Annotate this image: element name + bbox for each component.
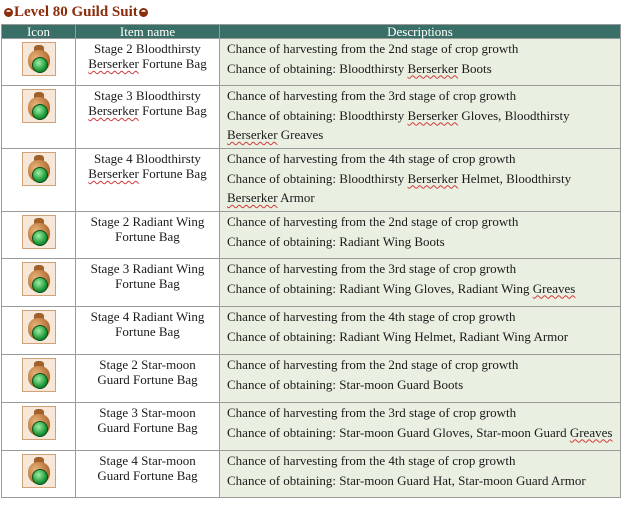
obtain-text: Chance of obtaining: Bloodthirsty (227, 60, 408, 76)
obtain-text: Chance of obtaining: Radiant Wing Gloves, Radiant Wing (227, 280, 533, 296)
obtain-text: Chance of obtaining: Star-moon Guard Gloves, Star-moon Guard (227, 424, 570, 440)
icon-cell (2, 39, 76, 86)
item-name-line2-wrap (76, 420, 219, 435)
fortune-bag-icon (22, 406, 56, 440)
obtain-post: Gloves, Bloodthirsty (458, 107, 570, 123)
item-name-wavy: Berserker (88, 56, 139, 71)
obtain-text: Chance of obtaining: Star-moon Guard Boots (227, 376, 464, 392)
icon-cell (2, 307, 76, 355)
desc-obtain (227, 327, 620, 347)
item-name-cell (76, 307, 220, 355)
item-name-wavy: Berserker (88, 166, 139, 181)
item-name-line2-wrap (76, 229, 219, 244)
item-name-line2-wrap (76, 166, 219, 181)
table-row (2, 307, 621, 355)
item-name-line2-wrap (76, 468, 219, 483)
header-descriptions: Descriptions (220, 25, 621, 39)
fortune-bag-icon (22, 262, 56, 296)
item-name-line2-wrap (76, 276, 219, 291)
item-name-cell (76, 149, 220, 212)
desc-stage: Chance of harvesting from the 3rd stage of crop growth (227, 88, 517, 103)
icon-cell (2, 212, 76, 259)
obtain-post: Helmet, Bloodthirsty (458, 170, 572, 186)
item-name-cell (76, 403, 220, 451)
obtain-wavy: Berserker (407, 107, 459, 123)
item-name-cell (76, 39, 220, 86)
item-name-cell (76, 86, 220, 149)
icon-cell (2, 86, 76, 149)
description-cell (220, 39, 621, 86)
obtain-line2 (227, 125, 620, 145)
item-name-rest: Fortune Bag (138, 103, 207, 118)
item-name-cell (76, 451, 220, 498)
table-row (2, 149, 621, 212)
obtain-l2-rest: Greaves (277, 127, 324, 142)
desc-obtain (227, 169, 620, 189)
icon-cell (2, 259, 76, 307)
guild-suit-table (1, 24, 621, 498)
table-header-row (2, 25, 621, 39)
item-name-line2-wrap (76, 324, 219, 339)
fortune-bag-icon (22, 89, 56, 123)
description-cell (220, 403, 621, 451)
obtain-l2-wavy: Berserker (227, 190, 278, 205)
item-name-cell (76, 355, 220, 403)
obtain-line2 (227, 188, 620, 208)
desc-stage: Chance of harvesting from the 3rd stage of crop growth (227, 405, 517, 420)
item-name-rest: Fortune Bag (138, 56, 207, 71)
item-name-cell (76, 259, 220, 307)
icon-cell (2, 403, 76, 451)
fortune-bag-icon (22, 454, 56, 488)
desc-obtain (227, 232, 620, 252)
item-name-rest: Fortune Bag (138, 166, 207, 181)
fortune-bag-icon (22, 215, 56, 249)
item-name-line2: Guard Fortune Bag (97, 372, 198, 387)
item-name-line2: Guard Fortune Bag (97, 468, 198, 483)
item-name-line2: Guard Fortune Bag (97, 420, 198, 435)
table-row (2, 212, 621, 259)
description-cell (220, 451, 621, 498)
desc-obtain (227, 471, 620, 491)
obtain-post: Boots (458, 60, 492, 76)
obtain-wavy: Greaves (532, 280, 576, 296)
table-row (2, 451, 621, 498)
desc-stage: Chance of harvesting from the 4th stage of crop growth (227, 309, 516, 324)
icon-cell (2, 149, 76, 212)
desc-stage: Chance of harvesting from the 2nd stage of crop growth (227, 214, 519, 229)
description-cell (220, 149, 621, 212)
table-row (2, 403, 621, 451)
description-cell (220, 86, 621, 149)
item-name-line2-wrap (76, 56, 219, 71)
item-name-line2: Fortune Bag (115, 324, 180, 339)
item-name-line1: Stage 2 Star-moon (99, 357, 196, 372)
icon-cell (2, 451, 76, 498)
item-name-line1: Stage 4 Radiant Wing (90, 309, 205, 324)
desc-stage: Chance of harvesting from the 4th stage of crop growth (227, 151, 516, 166)
obtain-wavy: Berserker (407, 170, 459, 186)
obtain-l2-rest: Armor (277, 190, 315, 205)
desc-stage: Chance of harvesting from the 2nd stage of crop growth (227, 41, 519, 56)
desc-obtain (227, 423, 620, 443)
obtain-text: Chance of obtaining: Radiant Wing Helmet, Radiant Wing Armor (227, 328, 569, 344)
page-title-text: Level 80 Guild Suit (14, 3, 138, 20)
item-name-line1: Stage 2 Radiant Wing (90, 214, 205, 229)
description-cell (220, 307, 621, 355)
page-title (3, 2, 149, 22)
item-name-line1: Stage 3 Radiant Wing (90, 261, 205, 276)
item-name-line1: Stage 4 Star-moon (99, 453, 196, 468)
table-row (2, 355, 621, 403)
desc-obtain (227, 375, 620, 395)
fortune-bag-icon (22, 42, 56, 76)
header-item-name: Item name (76, 25, 220, 39)
item-name-line2-wrap (76, 103, 219, 118)
desc-stage: Chance of harvesting from the 4th stage of crop growth (227, 453, 516, 468)
obtain-wavy: Greaves (569, 424, 613, 440)
fortune-bag-icon (22, 310, 56, 344)
icon-cell (2, 355, 76, 403)
obtain-text: Chance of obtaining: Star-moon Guard Hat, Star-moon Guard Armor (227, 472, 586, 488)
obtain-text: Chance of obtaining: Radiant Wing Boots (227, 233, 445, 249)
circle-bullet-icon (4, 8, 13, 17)
header-icon: Icon (2, 25, 76, 39)
item-name-line1: Stage 4 Bloodthirsty (94, 151, 201, 166)
fortune-bag-icon (22, 358, 56, 392)
table-row (2, 259, 621, 307)
obtain-wavy: Berserker (407, 60, 459, 76)
item-name-line2: Fortune Bag (115, 276, 180, 291)
desc-stage: Chance of harvesting from the 2nd stage of crop growth (227, 357, 519, 372)
item-name-wavy: Berserker (88, 103, 139, 118)
desc-obtain (227, 59, 620, 79)
desc-stage: Chance of harvesting from the 3rd stage of crop growth (227, 261, 517, 276)
obtain-l2-wavy: Berserker (227, 127, 278, 142)
item-name-cell (76, 212, 220, 259)
description-cell (220, 355, 621, 403)
item-name-line1: Stage 3 Bloodthirsty (94, 88, 201, 103)
description-cell (220, 259, 621, 307)
description-cell (220, 212, 621, 259)
table-row (2, 86, 621, 149)
table-row (2, 39, 621, 86)
item-name-line2-wrap (76, 372, 219, 387)
item-name-line2: Fortune Bag (115, 229, 180, 244)
item-name-line1: Stage 3 Star-moon (99, 405, 196, 420)
circle-bullet-icon (139, 8, 148, 17)
obtain-text: Chance of obtaining: Bloodthirsty (227, 107, 408, 123)
item-name-line1: Stage 2 Bloodthirsty (94, 41, 201, 56)
fortune-bag-icon (22, 152, 56, 186)
obtain-text: Chance of obtaining: Bloodthirsty (227, 170, 408, 186)
desc-obtain (227, 106, 620, 126)
desc-obtain (227, 279, 620, 299)
